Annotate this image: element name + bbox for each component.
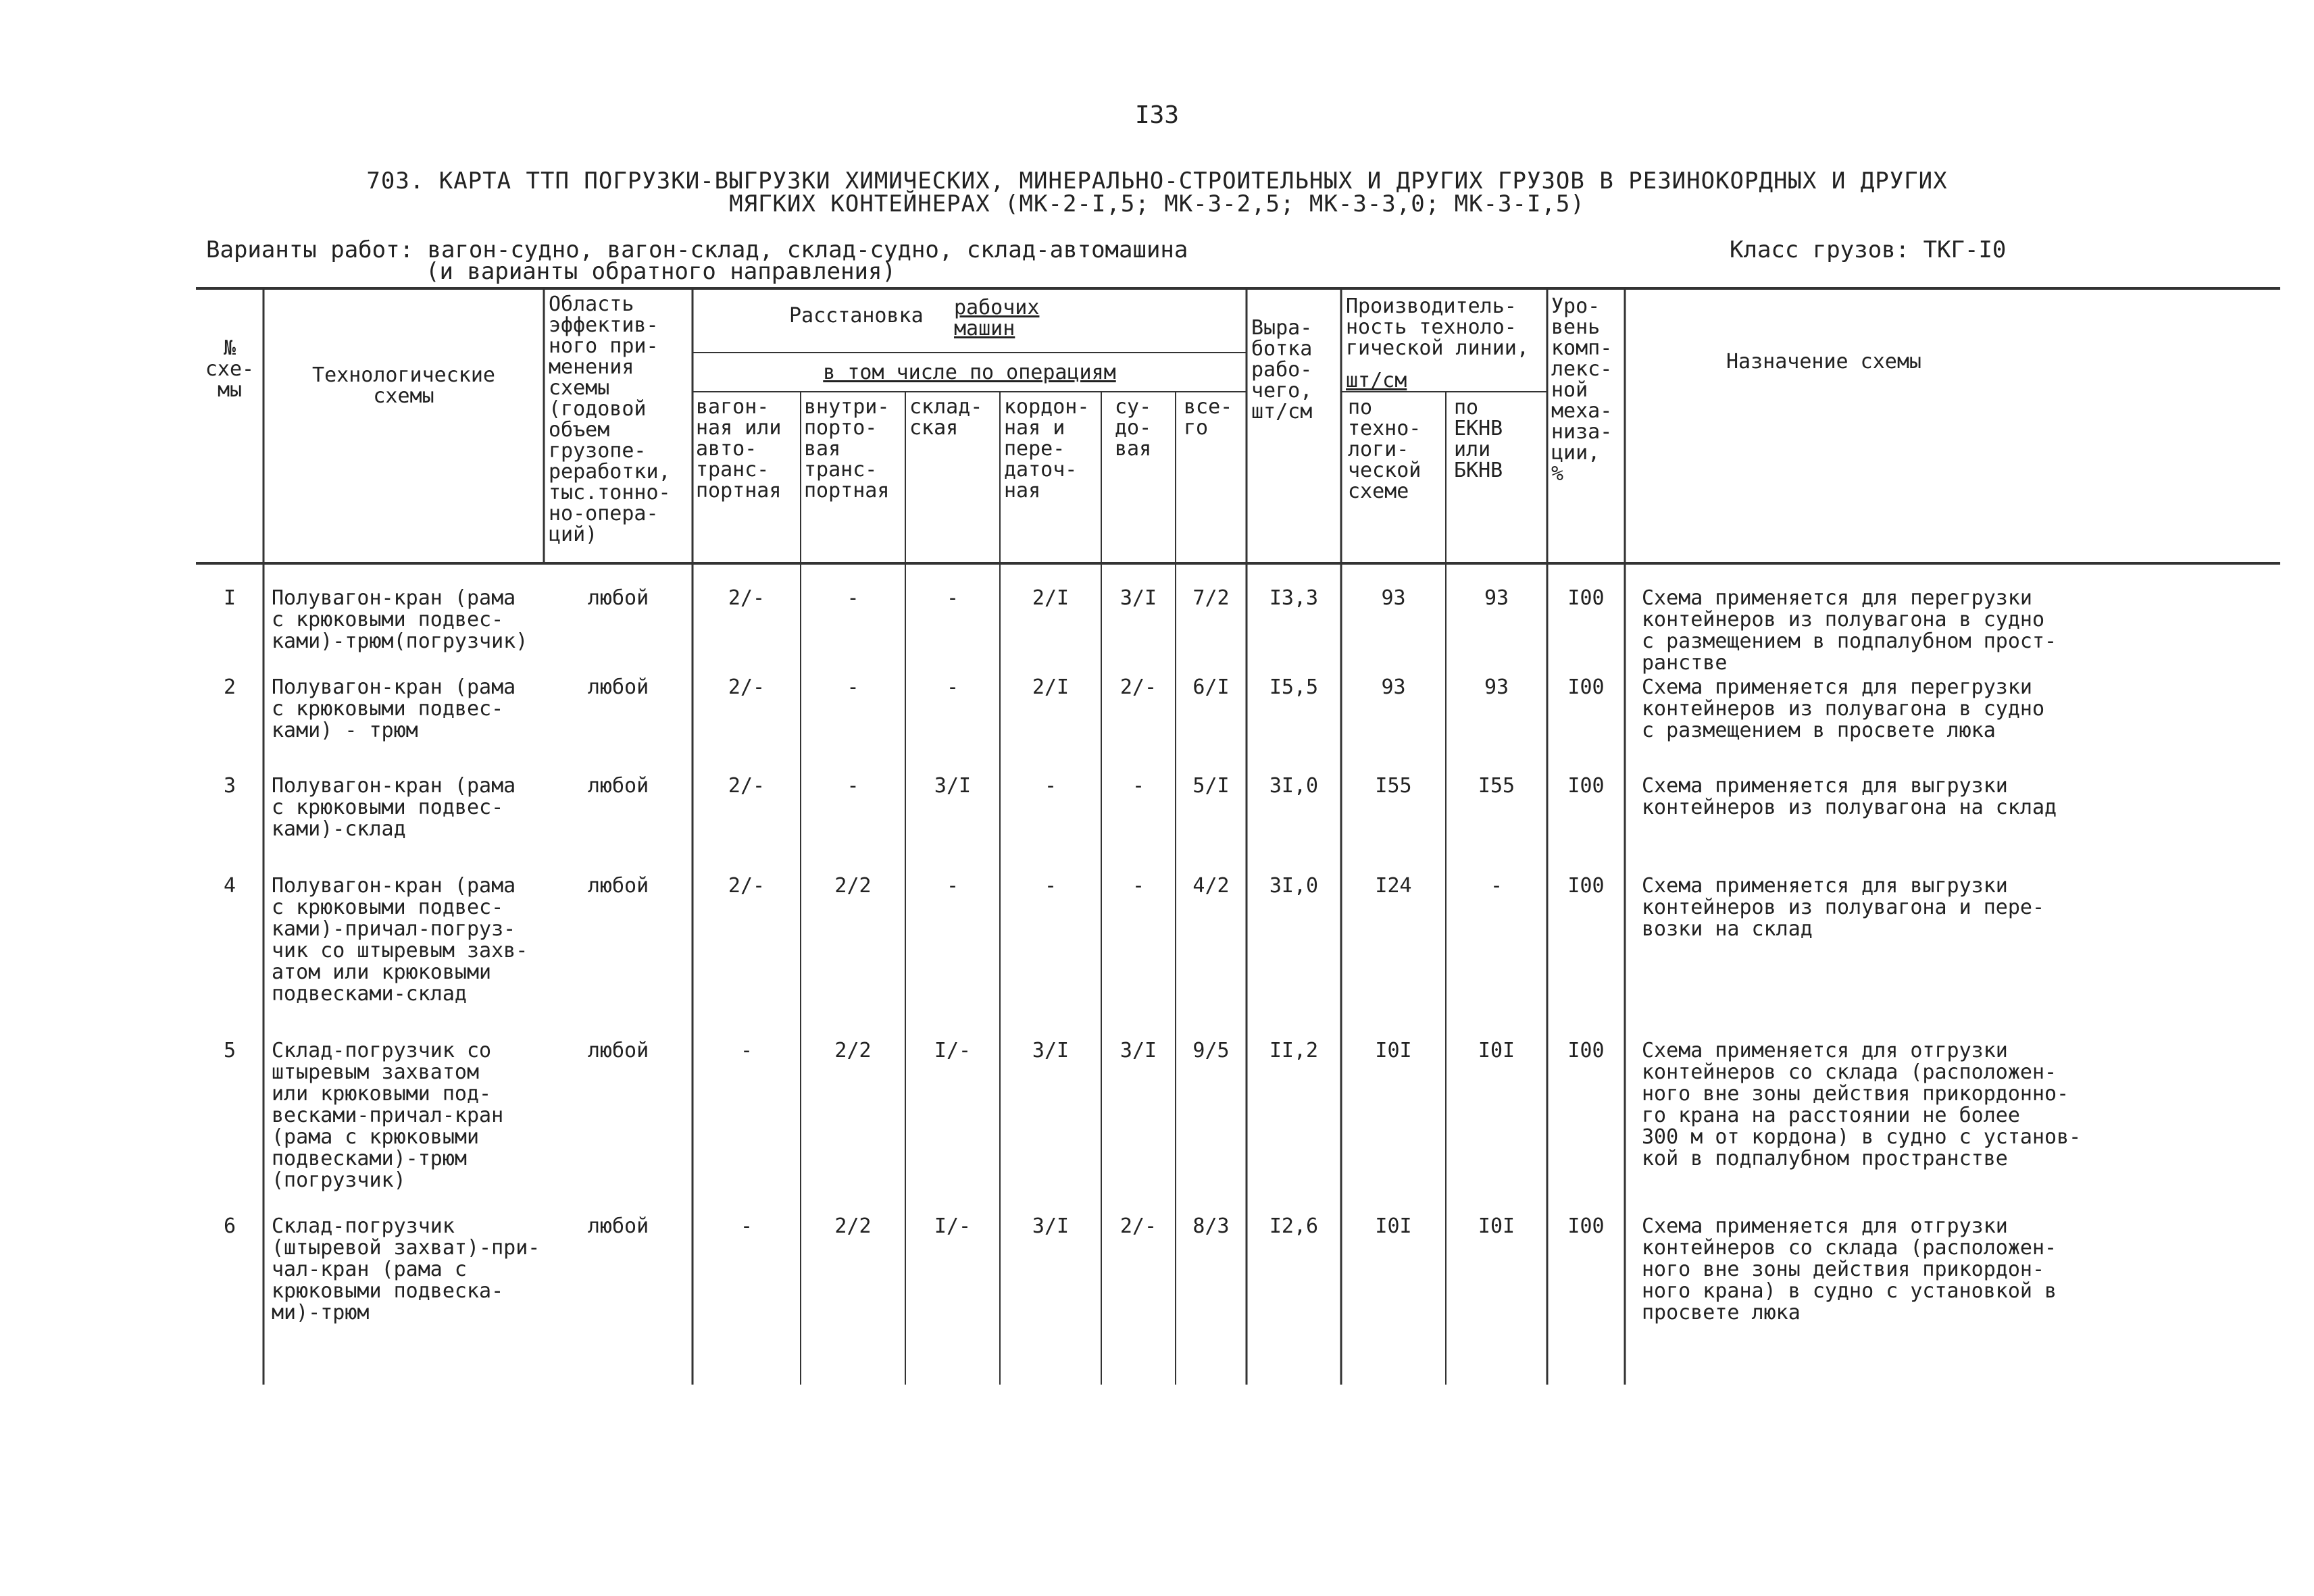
- header-intraport-op: внутри- порто- вая транс- портная: [804, 395, 890, 503]
- row-warehouse: -: [946, 675, 959, 699]
- work-variants: Варианты работ: вагон-судно, вагон-склад, склад-судно, склад-автомашина: [206, 236, 1188, 263]
- row-total: 6/I: [1192, 675, 1230, 699]
- row-by-ekhv: I0I: [1478, 1214, 1515, 1238]
- row-area: любой: [587, 1214, 649, 1238]
- row-purpose: Схема применяется для отгрузки контейнеров со склада (расположен- ного вне зоны действия прикордон- ного крана) в судно с установкой в просвете люка: [1642, 1214, 2057, 1324]
- row-number: I: [223, 586, 236, 610]
- row-level: I00: [1567, 874, 1605, 898]
- row-by-scheme: I0I: [1375, 1214, 1412, 1238]
- row-warehouse: -: [946, 874, 959, 898]
- row-quay: -: [1044, 874, 1057, 898]
- row-wagon: 2/-: [728, 774, 765, 798]
- row-intraport: 2/2: [834, 1039, 872, 1062]
- header-ship-op: су- до- вая: [1115, 395, 1152, 461]
- row-area: любой: [587, 675, 649, 699]
- header-placement: [789, 305, 936, 326]
- header-productivity: Производитель- ность техноло- гической линии,: [1346, 294, 1529, 360]
- row-by-scheme: I24: [1375, 874, 1412, 898]
- row-total: 9/5: [1192, 1039, 1230, 1062]
- header-by-operations: в том числе по операциям: [823, 361, 1116, 384]
- row-warehouse: -: [946, 586, 959, 610]
- row-area: любой: [587, 874, 649, 898]
- row-by-ekhv: I55: [1478, 774, 1515, 798]
- header-by-ekhv: по ЕКНВ или БКНВ: [1454, 396, 1503, 482]
- row-quay: 3/I: [1032, 1039, 1070, 1062]
- row-level: I00: [1567, 1214, 1605, 1238]
- row-intraport: -: [847, 586, 859, 610]
- row-wagon: -: [740, 1214, 753, 1238]
- row-area: любой: [587, 586, 649, 610]
- row-scheme: Полувагон-кран (рама с крюковыми подвес- ками)-трюм(погрузчик): [272, 586, 528, 653]
- row-purpose: Схема применяется для выгрузки контейнеров из полувагона на склад: [1642, 774, 2057, 819]
- row-by-ekhv: I0I: [1478, 1039, 1515, 1062]
- row-warehouse: 3/I: [934, 774, 972, 798]
- row-output: 3I,0: [1269, 874, 1319, 898]
- row-level: I00: [1567, 1039, 1605, 1062]
- row-output: I2,6: [1269, 1214, 1319, 1238]
- row-wagon: -: [740, 1039, 753, 1062]
- work-variants-note: (и варианты обратного направления): [426, 258, 896, 285]
- row-purpose: Схема применяется для перегрузки контейнеров из полувагона в судно с размещением в подпалубном прост- ранстве: [1642, 586, 2057, 675]
- header-wagon-op: вагон- ная или авто- транс- портная: [696, 395, 782, 503]
- row-intraport: 2/2: [834, 874, 872, 898]
- row-area: любой: [587, 774, 649, 798]
- row-total: 7/2: [1192, 586, 1230, 610]
- header-placement-prefix: Расстановка: [789, 304, 936, 328]
- row-total: 4/2: [1192, 874, 1230, 898]
- row-purpose: Схема применяется для перегрузки контейнеров из полувагона в судно с размещением в просвете люка: [1642, 675, 2045, 742]
- row-output: I3,3: [1269, 586, 1319, 610]
- row-scheme: Склад-погрузчик (штыревой захват)-при- чал-кран (рама с крюковыми подвеска- ми)-трюм: [272, 1214, 540, 1324]
- header-technological-schemes: Технологические схемы: [312, 363, 495, 408]
- row-ship: -: [1132, 874, 1145, 898]
- row-warehouse: I/-: [934, 1039, 972, 1062]
- page-number: I33: [1134, 101, 1180, 129]
- row-level: I00: [1567, 774, 1605, 798]
- header-output: Выра- ботка рабо- чего, шт/см: [1251, 316, 1313, 423]
- row-scheme: Полувагон-кран (рама с крюковыми подвес- ками)-причал-погруз- чик со штыревым захв- атом или крюковыми подвесками-склад: [272, 874, 528, 1006]
- row-area: любой: [587, 1039, 649, 1062]
- row-by-ekhv: -: [1490, 874, 1503, 898]
- row-by-scheme: I55: [1375, 774, 1412, 798]
- row-scheme: Склад-погрузчик со штыревым захватом или крюковыми под- весками-причал-кран (рама с крюковыми подвесками)-трюм (погрузчик): [272, 1039, 504, 1192]
- header-purpose: Назначение схемы: [1726, 350, 1921, 374]
- row-output: 3I,0: [1269, 774, 1319, 798]
- row-quay: -: [1044, 774, 1057, 798]
- row-intraport: -: [847, 774, 859, 798]
- header-warehouse-op: склад- ская: [909, 395, 983, 440]
- row-intraport: -: [847, 675, 859, 699]
- row-ship: 3/I: [1120, 1039, 1157, 1062]
- row-total: 8/3: [1192, 1214, 1230, 1238]
- header-mechanization-level: Уро- вень комп- лекс- ной меха- низа- ции, %: [1551, 294, 1613, 486]
- row-number: 5: [223, 1039, 236, 1062]
- row-by-ekhv: 93: [1484, 586, 1509, 610]
- header-scheme-number: № схе- мы: [205, 336, 255, 402]
- row-total: 5/I: [1192, 774, 1230, 798]
- row-number: 3: [223, 774, 236, 798]
- row-quay: 2/I: [1032, 586, 1070, 610]
- row-wagon: 2/-: [728, 675, 765, 699]
- row-by-ekhv: 93: [1484, 675, 1509, 699]
- header-placement-machines: рабочих машин: [954, 296, 1040, 340]
- header-by-scheme: по техно- логи- ческой схеме: [1348, 396, 1422, 503]
- row-intraport: 2/2: [834, 1214, 872, 1238]
- row-number: 2: [223, 675, 236, 699]
- header-productivity-unit: шт/см: [1346, 369, 1407, 392]
- row-scheme: Полувагон-кран (рама с крюковыми подвес- ками) - трюм: [272, 675, 516, 742]
- row-scheme: Полувагон-кран (рама с крюковыми подвес- ками)-склад: [272, 774, 516, 841]
- row-ship: 2/-: [1120, 1214, 1157, 1238]
- row-output: I5,5: [1269, 675, 1319, 699]
- title-line-2: МЯГКИХ КОНТЕЙНЕРАХ (МК-2-I,5; МК-3-2,5; МК-3-3,0; МК-3-I,5): [729, 190, 1585, 217]
- row-level: I00: [1567, 675, 1605, 699]
- title-line-1: 703. КАРТА ТТП ПОГРУЗКИ-ВЫГРУЗКИ ХИМИЧЕСКИХ, МИНЕРАЛЬНО-СТРОИТЕЛЬНЫХ И ДРУГИХ ГРУЗОВ В РЕЗИНОКОРДНЫХ И ДРУГИХ: [366, 168, 1948, 195]
- row-ship: 2/-: [1120, 675, 1157, 699]
- row-quay: 3/I: [1032, 1214, 1070, 1238]
- row-output: II,2: [1269, 1039, 1319, 1062]
- header-quay-op: кордон- ная и пере- даточ- ная: [1004, 395, 1090, 503]
- row-by-scheme: I0I: [1375, 1039, 1412, 1062]
- header-total: все- го: [1184, 395, 1233, 440]
- row-warehouse: I/-: [934, 1214, 972, 1238]
- row-ship: 3/I: [1120, 586, 1157, 610]
- row-wagon: 2/-: [728, 586, 765, 610]
- row-level: I00: [1567, 586, 1605, 610]
- row-number: 4: [223, 874, 236, 898]
- cargo-class: Класс грузов: ТКГ-I0: [1730, 236, 2007, 263]
- row-by-scheme: 93: [1381, 675, 1406, 699]
- row-by-scheme: 93: [1381, 586, 1406, 610]
- row-purpose: Схема применяется для отгрузки контейнеров со склада (расположен- ного вне зоны действия прикордонно- го крана на расстоянии не более 300 м от кордона) в судно с установ- кой в подпалубном пространстве: [1642, 1039, 2082, 1170]
- header-application-area: Область эффектив- ного при- менения схемы (годовой объем грузопе- реработки, тыс.тонно- но-опера- ций): [549, 292, 671, 546]
- row-quay: 2/I: [1032, 675, 1070, 699]
- row-wagon: 2/-: [728, 874, 765, 898]
- row-ship: -: [1132, 774, 1145, 798]
- row-number: 6: [223, 1214, 236, 1238]
- row-purpose: Схема применяется для выгрузки контейнеров из полувагона и пере- возки на склад: [1642, 874, 2045, 941]
